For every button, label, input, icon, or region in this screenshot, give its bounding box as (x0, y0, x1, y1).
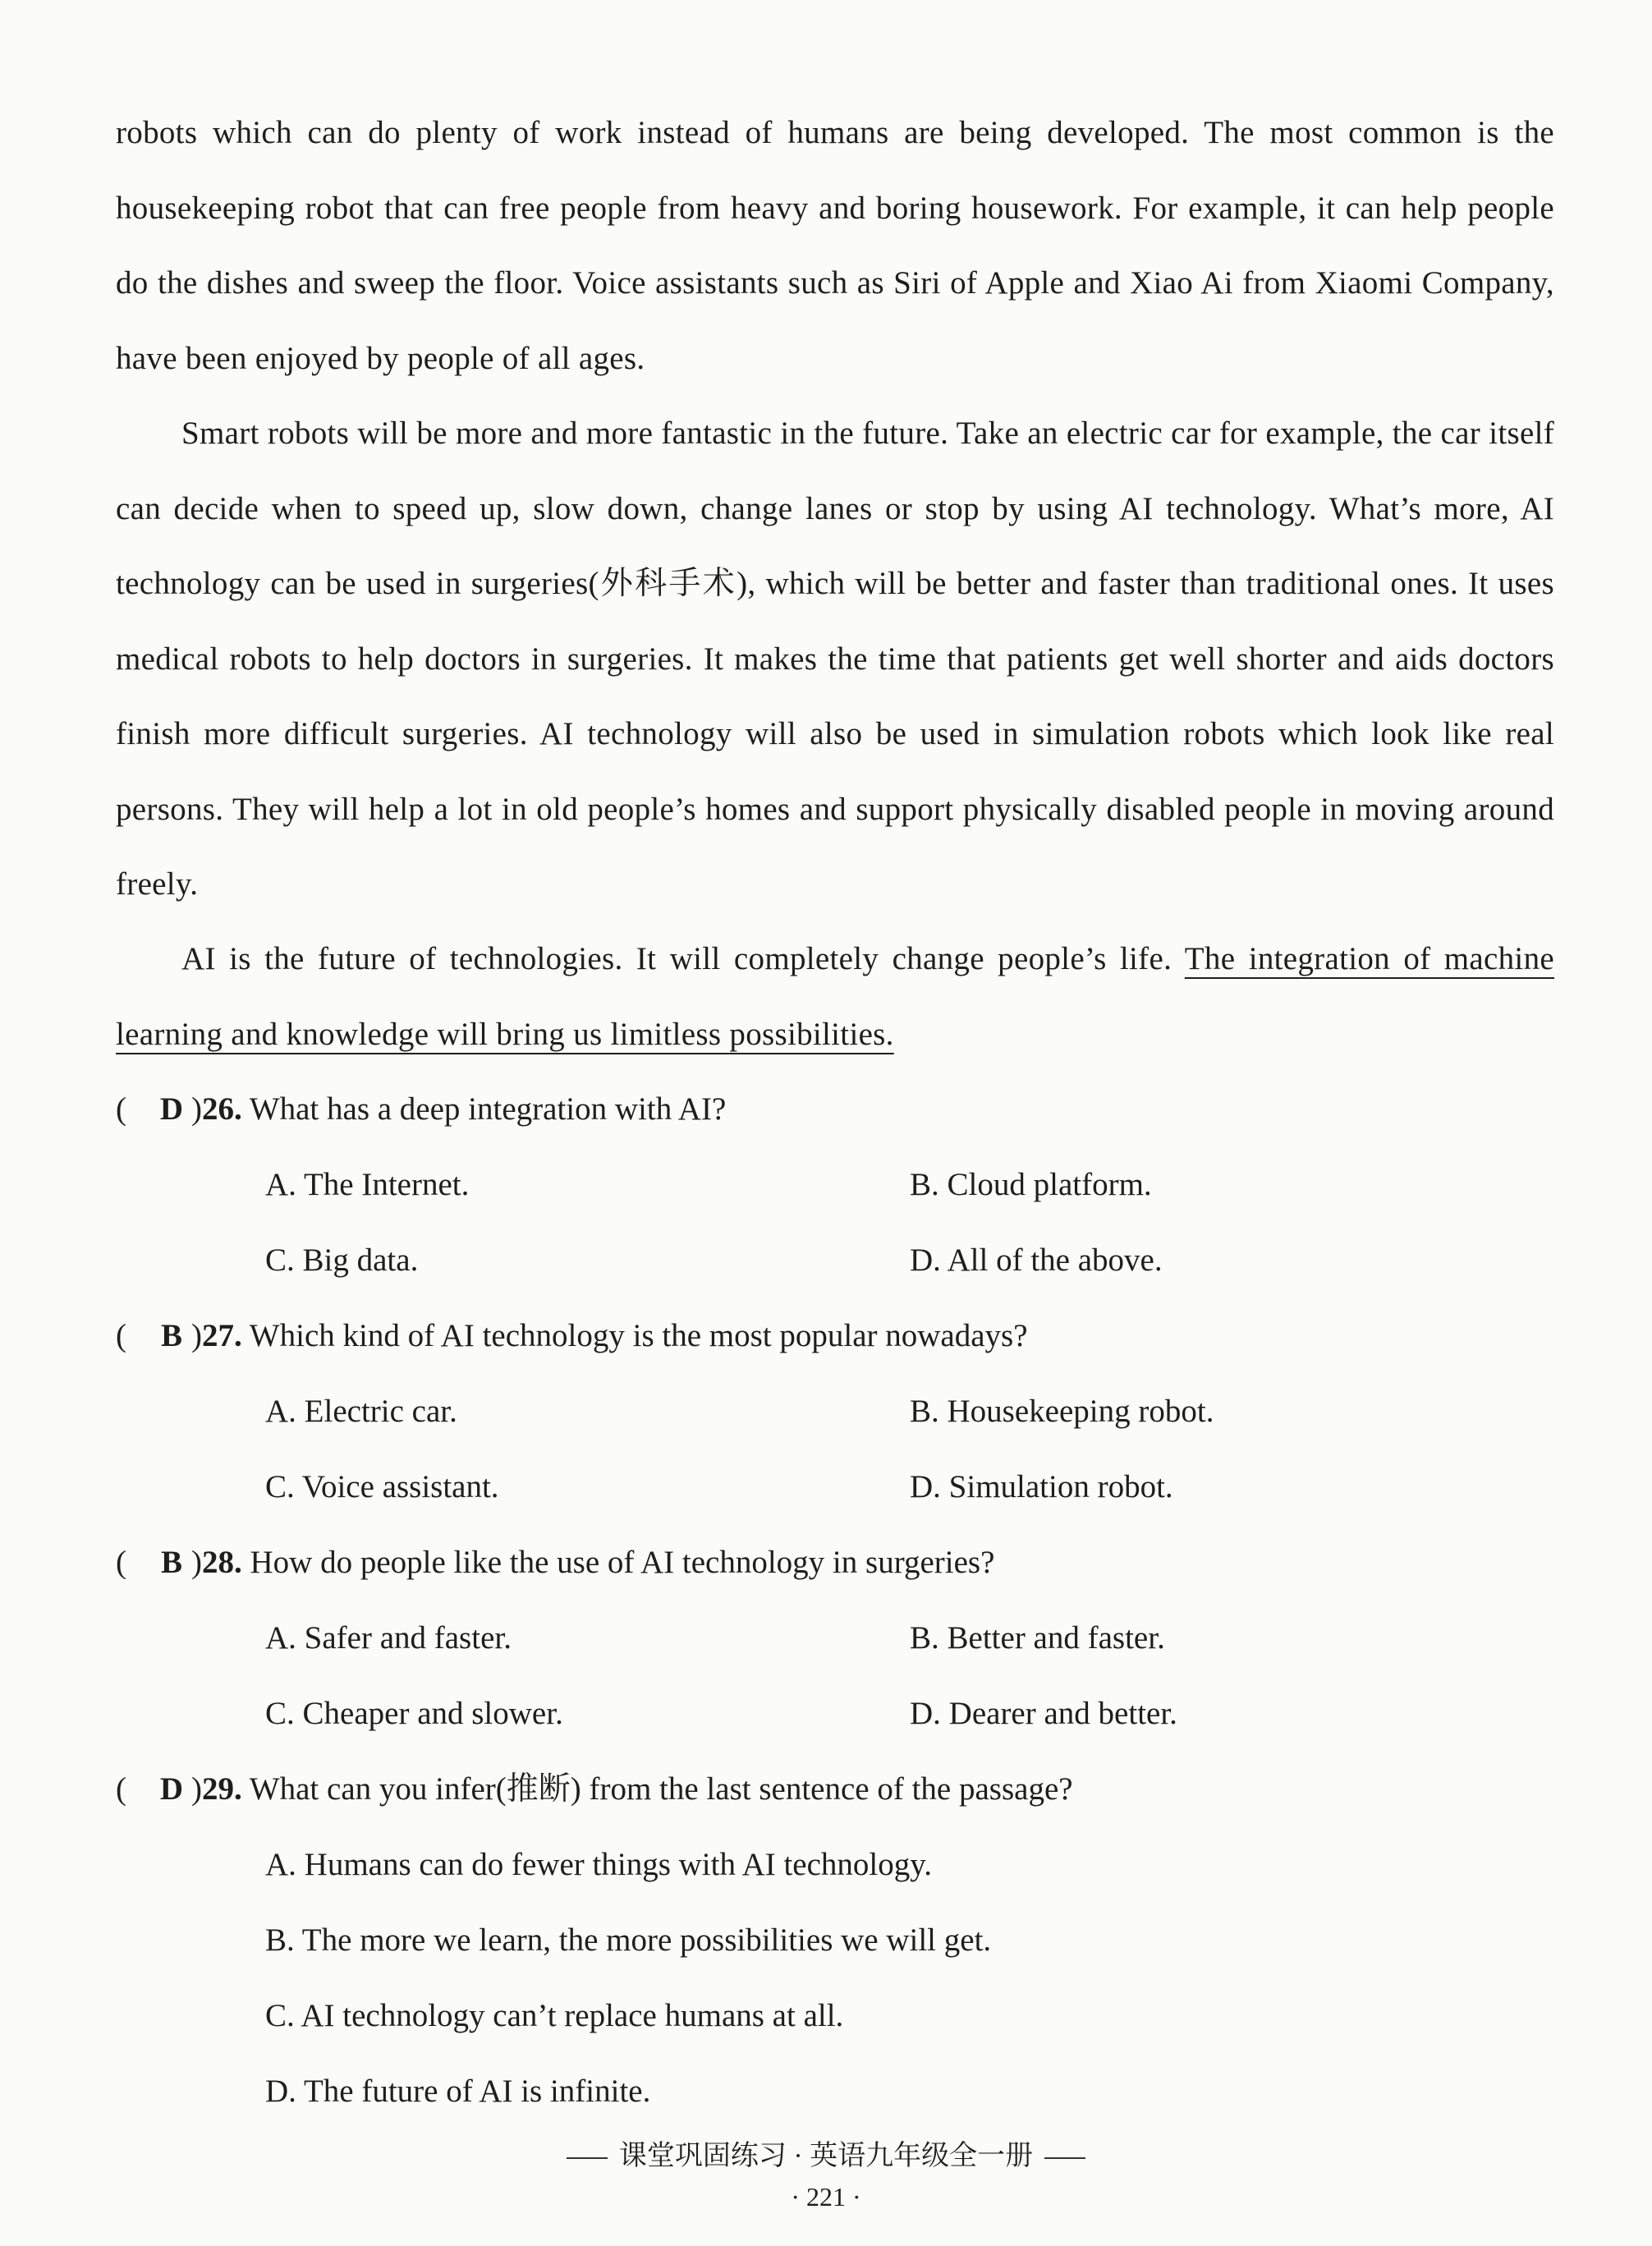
question-29 (116, 1769, 1561, 1810)
question-text: What can you infer(推断) from the last sentence of the passage? (249, 1771, 1073, 1807)
close-bracket: ) (191, 1318, 202, 1353)
question-number: 29. (202, 1771, 242, 1807)
open-bracket: ( (116, 1771, 126, 1807)
option-29-b: B. The more we learn, the more possibilities we will get. (265, 1922, 992, 1958)
close-bracket: ) (191, 1771, 202, 1807)
option-26-d: D. All of the above. (910, 1242, 1163, 1278)
passage-paragraph-2: Smart robots will be more and more fantastic in the future. Take an electric car for example, the car itself can decide when to speed up, slow down, change lanes or stop by using AI technology. What’s more, AI technology can be used in surgeries(外科手术), which will be better and faster than traditional ones. It uses medical robots to help doctors in surgeries. It makes the time that patients get well shorter and aids doctors finish more difficult surgeries. AI technology will also be used in simulation robots which look like real persons. They will help a lot in old people’s homes and support physically disabled people in moving around freely. (116, 416, 1554, 902)
question-number: 27. (202, 1318, 242, 1353)
option-27-c: C. Voice assistant. (265, 1469, 499, 1504)
option-27-d: D. Simulation robot. (910, 1469, 1173, 1504)
option-26-a: A. The Internet. (265, 1167, 470, 1202)
footer-dash-left (567, 2157, 608, 2159)
close-bracket: ) (191, 1091, 202, 1127)
underlined-sentence: The integration of machine learning and knowledge will bring us limitless possibilities. (116, 941, 1554, 1052)
passage-paragraph-3 (116, 921, 1554, 1072)
question-text: How do people like the use of AI technology in surgeries? (250, 1545, 995, 1580)
option-27-a: A. Electric car. (265, 1394, 457, 1429)
open-bracket: ( (116, 1545, 126, 1580)
open-bracket: ( (116, 1091, 126, 1127)
question-number: 28. (202, 1545, 242, 1580)
question-26 (116, 1089, 1561, 1130)
footer-title: 课堂巩固练习 · 英语九年级全一册 (618, 2141, 1034, 2171)
question-number: 26. (202, 1091, 242, 1127)
option-28-b: B. Better and faster. (910, 1620, 1165, 1656)
option-28-d: D. Dearer and better. (910, 1696, 1177, 1731)
option-27-b: B. Housekeeping robot. (910, 1394, 1214, 1429)
question-28 (116, 1542, 1561, 1583)
option-26-c: C. Big data. (265, 1242, 419, 1278)
option-26-b: B. Cloud platform. (910, 1167, 1152, 1202)
answer-29: D (159, 1771, 184, 1807)
answer-26: D (159, 1091, 184, 1127)
question-text: Which kind of AI technology is the most popular nowadays? (249, 1318, 1028, 1353)
open-bracket: ( (116, 1318, 126, 1353)
passage-paragraph-1: robots which can do plenty of work instead of humans are being developed. The most common is the housekeeping robot that can free people from heavy and boring housework. For example, it can help people do the dishes and sweep the floor. Voice assistants such as Siri of Apple and Xiao Ai from Xiaomi Company, have been enjoyed by people of all ages. (116, 115, 1554, 376)
close-bracket: ) (191, 1545, 202, 1580)
option-28-c: C. Cheaper and slower. (265, 1696, 563, 1731)
page-footer (0, 2138, 1652, 2175)
option-29-d: D. The future of AI is infinite. (265, 2074, 651, 2109)
option-28-a: A. Safer and faster. (265, 1620, 512, 1656)
page-number: · 221 · (791, 2182, 861, 2212)
option-29-c: C. AI technology can’t replace humans at all. (265, 1998, 844, 2033)
option-29-a: A. Humans can do fewer things with AI technology. (265, 1847, 932, 1882)
answer-27: B (160, 1318, 182, 1353)
question-text: What has a deep integration with AI? (249, 1091, 727, 1127)
footer-dash-right (1044, 2157, 1085, 2159)
paragraph-3-text: AI is the future of technologies. It will completely change people’s life. (181, 941, 1185, 976)
question-27 (116, 1316, 1561, 1357)
answer-28: B (160, 1545, 182, 1580)
